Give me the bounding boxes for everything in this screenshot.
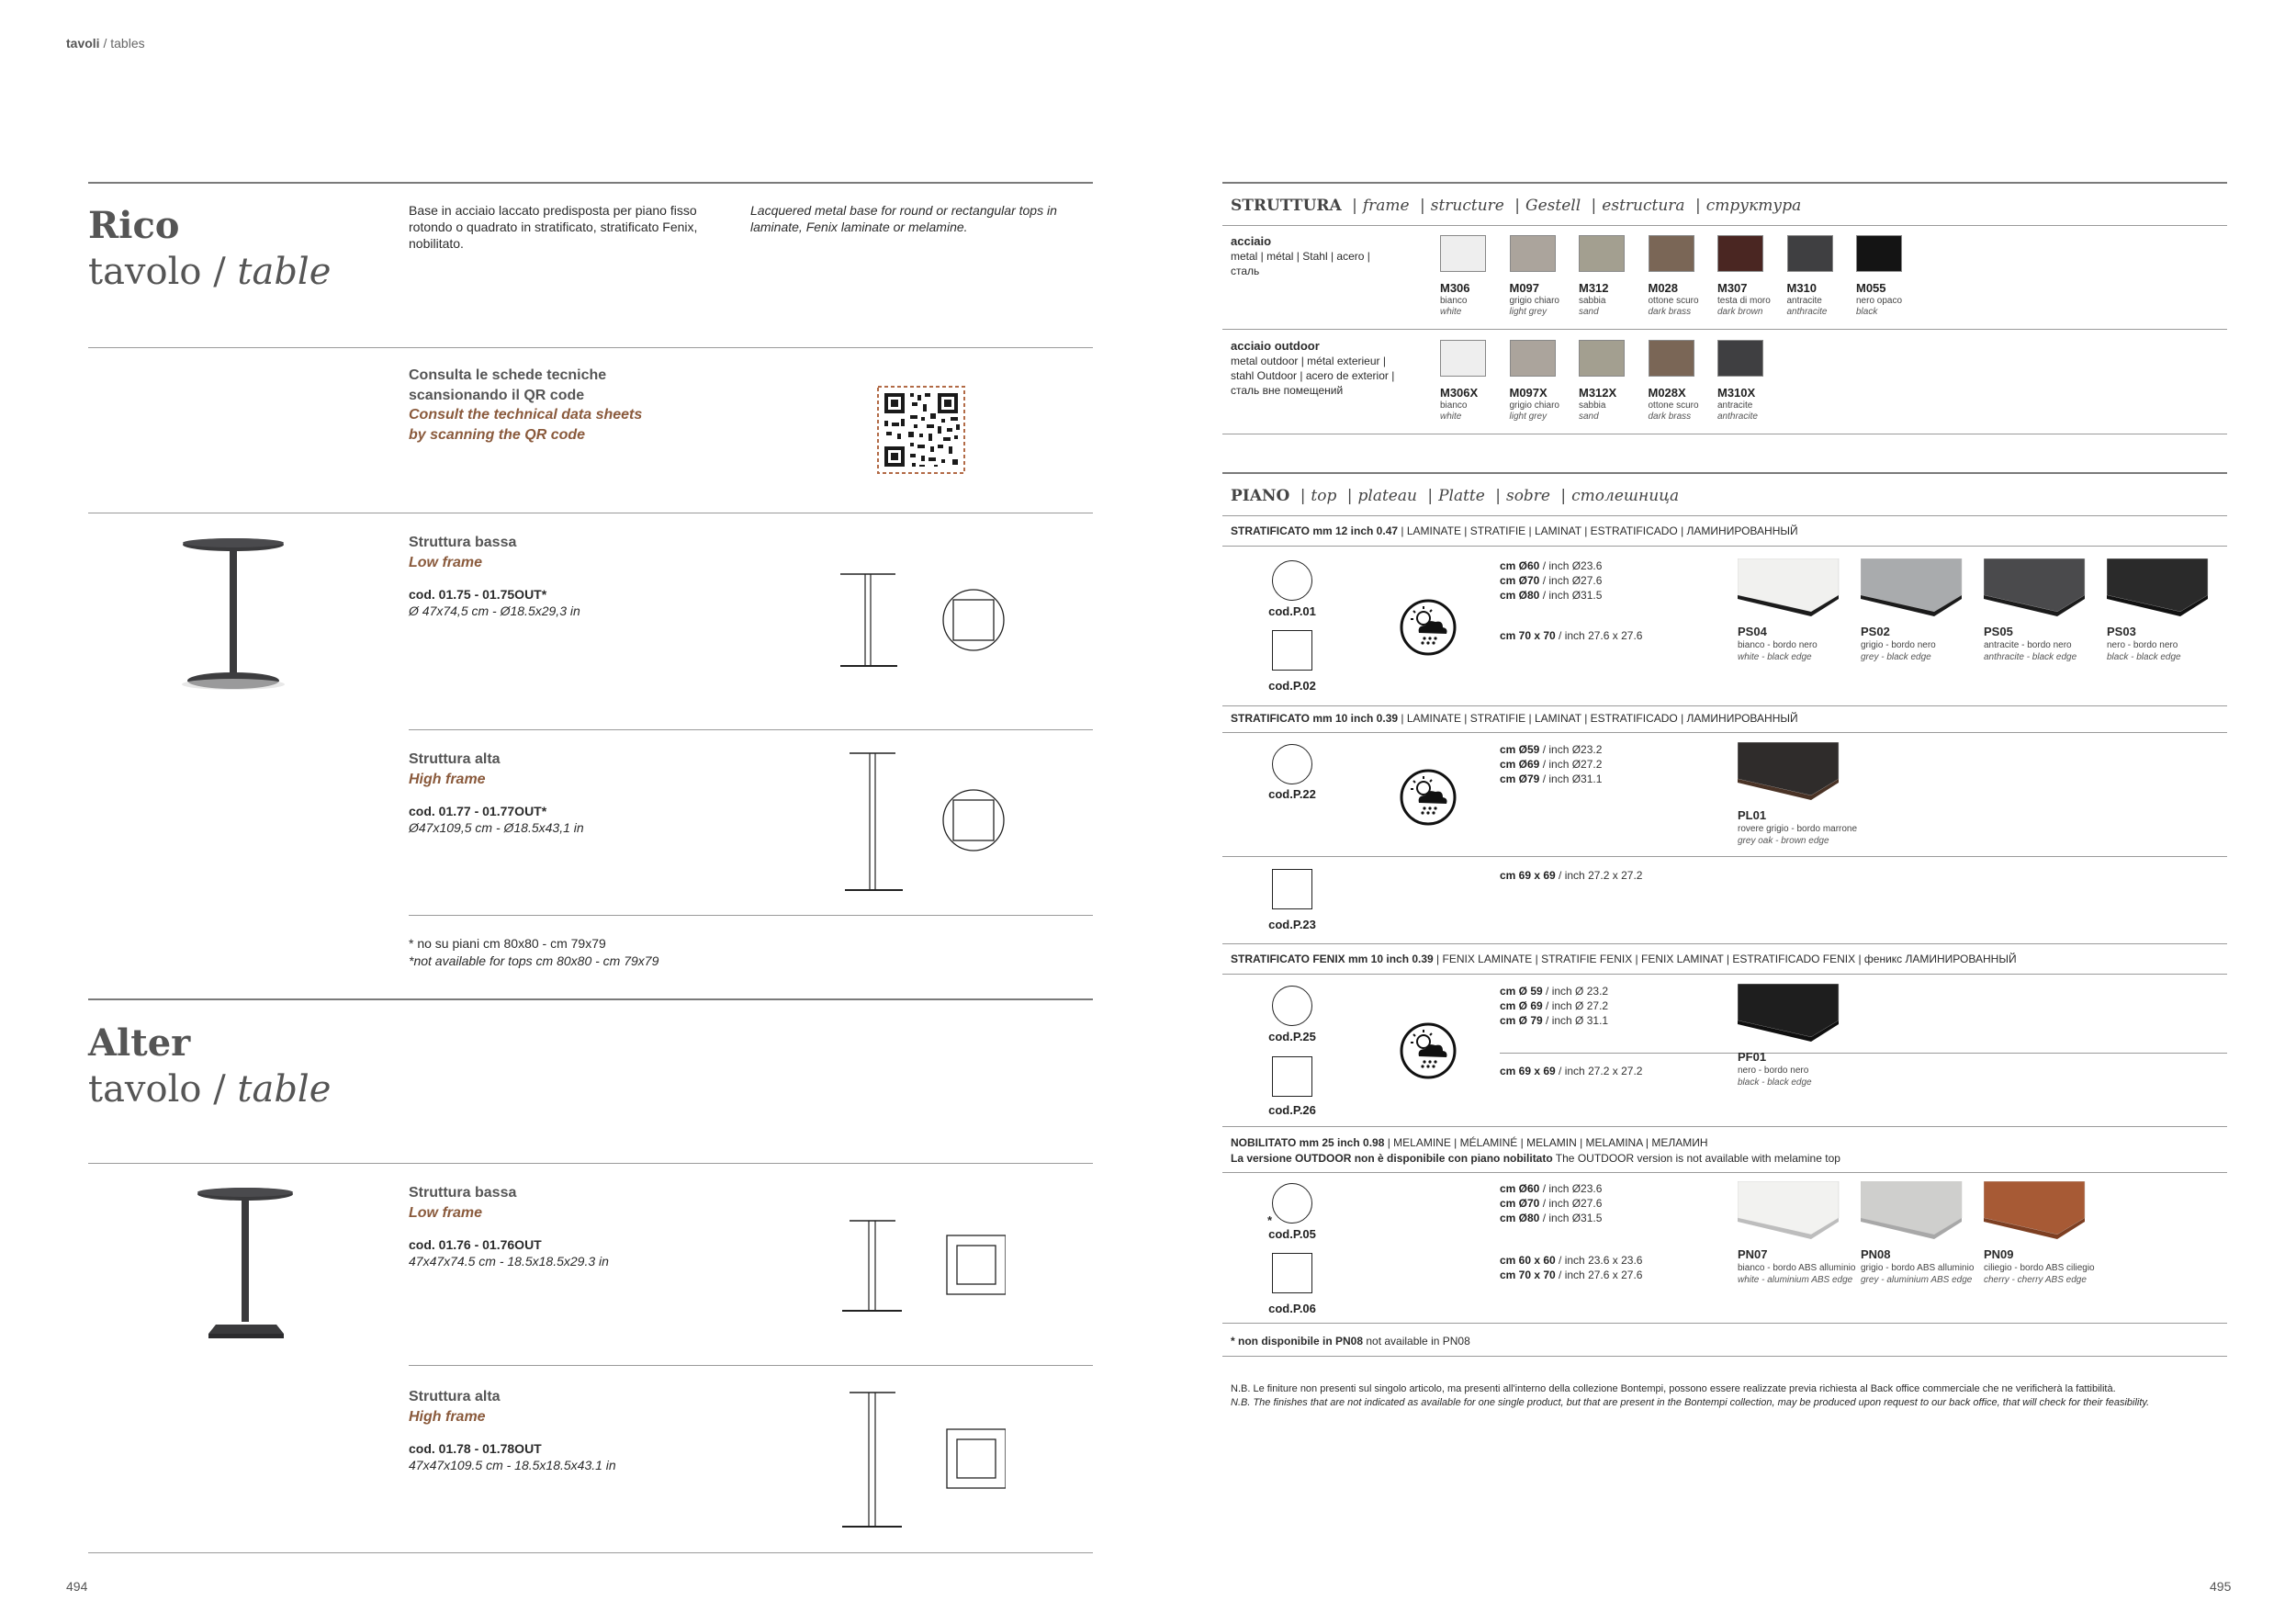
finish-sample-pn07[interactable] [1738, 1181, 1842, 1240]
swatch-code: M097X [1509, 386, 1548, 400]
swatch-label [1510, 281, 1576, 318]
nb-note-en: N.B. The finishes that are not indicated as available for one single product, but that are present in the Bontempi collection, may be produced upon request to our back office, that will check for their feasibility. [1231, 1397, 2150, 1408]
outdoor-warning: La versione OUTDOOR non è disponibile con piano nobilitato The OUTDOOR version is not available with melamine top [1231, 1152, 1840, 1165]
divider [1222, 1323, 2227, 1324]
finish-name-en: black - black edge [2107, 652, 2181, 662]
qr-caption-it: Consulta le schede tecniche scansionando il QR code [409, 367, 607, 403]
finish-name-it: nero - bordo nero [2107, 640, 2178, 650]
swatch-code: M307 [1717, 281, 1748, 295]
finish-sample-ps04[interactable] [1738, 558, 1842, 617]
swatch-code: M055 [1856, 281, 1886, 295]
finish-label [1984, 1247, 2095, 1286]
color-swatch[interactable] [1649, 235, 1694, 272]
finish-code: PS04 [1738, 625, 1767, 638]
square-top-icon [1272, 1253, 1312, 1293]
swatch-name-it: ottone scuro [1648, 400, 1699, 411]
finish-name-en: grey oak - brown edge [1738, 836, 1829, 846]
finish-name-it: ciliegio - bordo ABS ciliegio [1984, 1263, 2095, 1273]
swatch-code: M306X [1440, 386, 1479, 400]
swatch-label [1856, 281, 1922, 318]
swatch-name-en: dark brass [1648, 412, 1692, 422]
finish-name-en: grey - aluminium ABS edge [1861, 1275, 1973, 1285]
swatch-name-it: nero opaco [1856, 296, 1903, 306]
swatch-label [1717, 281, 1784, 318]
alter-low-drawing [831, 1217, 1006, 1318]
swatch-label [1440, 386, 1506, 423]
color-swatch[interactable] [1856, 235, 1902, 272]
finish-name-en: white - aluminium ABS edge [1738, 1275, 1853, 1285]
swatch-name-en: sand [1579, 412, 1599, 422]
finish-name-en: black - black edge [1738, 1077, 1812, 1088]
swatch-name-en: light grey [1509, 412, 1548, 422]
product-photo-rico [174, 537, 294, 698]
product-photo-alter [188, 1187, 298, 1343]
color-swatch[interactable] [1440, 235, 1486, 272]
swatch-name-it: testa di moro [1717, 296, 1771, 306]
finish-label [2107, 625, 2181, 663]
swatch-name-it: ottone scuro [1648, 296, 1699, 306]
swatch-code: M310 [1786, 281, 1818, 295]
finish-label [1738, 1050, 1812, 1088]
square-top-icon [1272, 630, 1312, 671]
swatch-code: M312 [1579, 281, 1609, 295]
divider [88, 1163, 1093, 1164]
finish-sample-pf01[interactable] [1738, 984, 1842, 1043]
finish-sample-ps02[interactable] [1861, 558, 1965, 617]
finish-name-it: rovere grigio - bordo marrone [1738, 824, 1858, 834]
cod-label: cod.P.06 [1268, 1302, 1316, 1315]
page-number-right: 495 [2210, 1579, 2232, 1594]
finish-name-it: grigio - bordo nero [1861, 640, 1936, 650]
swatch-name-en: anthracite [1717, 412, 1758, 422]
product-subtitle-rico: tavolo / table [88, 251, 332, 293]
finish-name-en: cherry - cherry ABS edge [1984, 1275, 2087, 1285]
divider [1222, 546, 2227, 547]
divider [88, 1552, 1093, 1553]
divider [1222, 1356, 2227, 1357]
finish-name-it: nero - bordo nero [1738, 1066, 1809, 1076]
swatch-name-it: bianco [1440, 296, 1468, 306]
alter-high-info: Struttura alta High frame cod. 01.78 - 01.78OUT 47x47x109.5 cm - 18.5x18.5x43.1 in [409, 1389, 616, 1472]
square-top-icon [1272, 1056, 1312, 1097]
finish-label [1738, 1247, 1855, 1286]
swatch-label [1440, 281, 1506, 318]
swatch-code: M306 [1440, 281, 1470, 295]
divider [88, 347, 1093, 348]
swatch-name-it: antracite [1786, 296, 1822, 306]
swatch-name-it: antracite [1717, 400, 1753, 411]
round-top-icon [1272, 986, 1312, 1026]
swatch-code: M028 [1648, 281, 1679, 295]
s2-square-sizes: cm 69 x 69 / inch 27.2 x 27.2 [1500, 869, 1643, 882]
qr-caption-en: Consult the technical data sheets by scanning the QR code [409, 407, 643, 443]
divider [1222, 943, 2227, 944]
s3-round-sizes: cm Ø 59 / inch Ø 23.2 cm Ø 69 / inch Ø 27.2 cm Ø 79 / inch Ø 31.1 [1500, 985, 1609, 1027]
section-s3-title: STRATIFICATO FENIX mm 10 inch 0.39 | FENIX LAMINATE | STRATIFIE FENIX | FENIX LAMINAT | ESTRATIFICADO FENIX | феникс ЛАМИНИРОВАННЫЙ [1231, 953, 2017, 965]
finish-code: PN07 [1738, 1247, 1768, 1261]
finish-name-it: antracite - bordo nero [1984, 640, 2072, 650]
finish-name-it: bianco - bordo ABS alluminio [1738, 1263, 1856, 1273]
divider [1222, 225, 2227, 226]
round-top-icon [1272, 1183, 1312, 1224]
swatch-code: M097 [1509, 281, 1540, 295]
section-s4-title: NOBILITATO mm 25 inch 0.98 | MELAMINE | MÉLAMINÉ | MELAMIN | MELAMINA | МЕЛАМИН [1231, 1136, 1708, 1149]
divider [1222, 472, 2227, 474]
finish-code: PF01 [1738, 1050, 1767, 1064]
acciaio-label: acciaio metal | métal | Stahl | acero | сталь [1231, 234, 1370, 277]
finish-code: PN08 [1861, 1247, 1891, 1261]
swatch-label [1579, 386, 1645, 423]
rico-note-en: *not available for tops cm 80x80 - cm 79x79 [409, 953, 659, 968]
asterisk-mark: * [1267, 1213, 1273, 1227]
divider [409, 729, 1093, 730]
cod-label: cod.P.25 [1268, 1030, 1316, 1043]
swatch-code: M028X [1648, 386, 1686, 400]
finish-name-en: white - black edge [1738, 652, 1812, 662]
color-swatch[interactable] [1579, 235, 1625, 272]
divider [88, 182, 1093, 184]
breadcrumb: tavoli / tables [66, 36, 145, 51]
finish-name-it: grigio - bordo ABS alluminio [1861, 1263, 1975, 1273]
swatch-name-it: sabbia [1579, 296, 1606, 306]
swatch-label [1787, 281, 1853, 318]
finish-name-it: bianco - bordo nero [1738, 640, 1818, 650]
finish-code: PS03 [2107, 625, 2136, 638]
swatch-name-en: white [1440, 307, 1462, 317]
finish-sample-pn09[interactable] [1984, 1181, 2088, 1240]
divider [1222, 705, 2227, 706]
divider [1222, 856, 2227, 857]
s4-square-sizes: cm 60 x 60 / inch 23.6 x 23.6 cm 70 x 70 / inch 27.6 x 27.6 [1500, 1254, 1643, 1281]
s3-square-sizes: cm 69 x 69 / inch 27.2 x 27.2 [1500, 1065, 1643, 1077]
divider [88, 998, 1093, 1000]
alter-low-info: Struttura bassa Low frame cod. 01.76 - 01.76OUT 47x47x74.5 cm - 18.5x18.5x29.3 in [409, 1185, 609, 1269]
cod-label: cod.P.22 [1268, 787, 1316, 801]
rico-high-drawing [831, 749, 1006, 896]
swatch-name-en: light grey [1509, 307, 1548, 317]
finish-sample-ps05[interactable] [1984, 558, 2088, 617]
finish-code: PN09 [1984, 1247, 2014, 1261]
finish-sample-pl01[interactable] [1738, 742, 1842, 801]
swatch-label [1579, 281, 1645, 318]
page-number-left: 494 [66, 1579, 88, 1594]
cod-label: cod.P.02 [1268, 679, 1316, 693]
rico-low-drawing [831, 570, 1006, 671]
swatch-name-en: black [1856, 307, 1878, 317]
color-swatch[interactable] [1787, 235, 1833, 272]
product-title-rico: Rico [88, 204, 180, 247]
swatch-name-it: bianco [1440, 400, 1468, 411]
swatch-label [1510, 386, 1576, 423]
s2-round-sizes: cm Ø59 / inch Ø23.2 cm Ø69 / inch Ø27.2 cm Ø79 / inch Ø31.1 [1500, 743, 1603, 785]
square-top-icon [1272, 869, 1312, 909]
swatch-name-en: anthracite [1786, 307, 1828, 317]
struttura-heading: STRUTTURA | frame | structure | Gestell | estructura | структура [1231, 197, 1802, 215]
divider [1222, 1172, 2227, 1173]
swatch-name-en: sand [1579, 307, 1599, 317]
swatch-code: M312X [1579, 386, 1617, 400]
cod-label: cod.P.05 [1268, 1227, 1316, 1241]
divider [1222, 182, 2227, 184]
rico-note-it: * no su piani cm 80x80 - cm 79x79 [409, 936, 606, 951]
divider [409, 915, 1093, 916]
nb-note-it: N.B. Le finiture non presenti sul singolo articolo, ma presenti all'interno della collezione Bontempi, possono essere realizzate previa richiesta al Back office commerciale che ne verificherà la fattibilità. [1231, 1383, 2116, 1394]
swatch-name-it: grigio chiaro [1509, 400, 1559, 411]
finish-sample-ps03[interactable] [2107, 558, 2212, 617]
swatch-name-en: dark brass [1648, 307, 1692, 317]
piano-heading: PIANO | top | plateau | Platte | sobre | столешница [1231, 487, 1680, 505]
finish-name-en: grey - black edge [1861, 652, 1931, 662]
breadcrumb-section-en: tables [110, 36, 145, 51]
s4-round-sizes: cm Ø60 / inch Ø23.6 cm Ø70 / inch Ø27.6 cm Ø80 / inch Ø31.5 [1500, 1182, 1603, 1224]
finish-name-en: anthracite - black edge [1984, 652, 2077, 662]
divider [1222, 732, 2227, 733]
swatch-name-en: dark brown [1717, 307, 1763, 317]
color-swatch[interactable] [1579, 340, 1625, 377]
divider [1500, 1053, 2227, 1054]
description-it: Base in acciaio laccato predisposta per piano fisso rotondo o quadrato in stratificato, stratificato Fenix, nobilitato. [409, 203, 698, 251]
breadcrumb-section: tavoli [66, 36, 100, 51]
pn08-note: * non disponibile in PN08 not available in PN08 [1231, 1335, 1470, 1348]
divider [1222, 1126, 2227, 1127]
swatch-label [1649, 386, 1715, 423]
product-title-alter: Alter [88, 1021, 191, 1065]
outdoor-weather-icon [1399, 598, 1458, 657]
color-swatch[interactable] [1649, 340, 1694, 377]
finish-code: PS02 [1861, 625, 1890, 638]
round-top-icon [1272, 744, 1312, 784]
color-swatch[interactable] [1510, 340, 1556, 377]
finish-code: PS05 [1984, 625, 2013, 638]
alter-high-drawing [831, 1389, 1006, 1531]
swatch-name-en: white [1440, 412, 1462, 422]
round-top-icon [1272, 560, 1312, 601]
swatch-name-it: grigio chiaro [1509, 296, 1559, 306]
color-swatch[interactable] [1717, 235, 1763, 272]
rico-high-info: Struttura alta High frame cod. 01.77 - 01.77OUT* Ø47x109,5 cm - Ø18.5x43,1 in [409, 751, 584, 835]
finish-label [1861, 1247, 1974, 1286]
rico-low-info: Struttura bassa Low frame cod. 01.75 - 01.75OUT* Ø 47x74,5 cm - Ø18.5x29,3 in [409, 535, 580, 618]
qr-code-icon[interactable] [877, 386, 965, 474]
divider [1222, 329, 2227, 330]
finish-label [1738, 808, 1857, 847]
divider [1222, 515, 2227, 516]
swatch-code: M310X [1717, 386, 1756, 400]
outdoor-label: acciaio outdoor metal outdoor | métal exterieur | stahl Outdoor | acero de exterior | сталь вне помещений [1231, 339, 1395, 397]
cod-label: cod.P.23 [1268, 918, 1316, 931]
product-subtitle-alter: tavolo / table [88, 1068, 332, 1111]
color-swatch[interactable] [1510, 235, 1556, 272]
finish-label [1738, 625, 1818, 663]
divider [1222, 974, 2227, 975]
outdoor-weather-icon [1399, 1021, 1458, 1080]
finish-sample-pn08[interactable] [1861, 1181, 1965, 1240]
swatch-name-it: sabbia [1579, 400, 1606, 411]
cod-label: cod.P.01 [1268, 604, 1316, 618]
finish-label [1861, 625, 1936, 663]
s1-round-sizes: cm Ø60 / inch Ø23.6 cm Ø70 / inch Ø27.6 cm Ø80 / inch Ø31.5 [1500, 559, 1603, 602]
cod-label: cod.P.26 [1268, 1103, 1316, 1117]
divider [409, 1365, 1093, 1366]
swatch-label [1649, 281, 1715, 318]
s1-square-sizes: cm 70 x 70 / inch 27.6 x 27.6 [1500, 629, 1643, 642]
finish-label [1984, 625, 2077, 663]
outdoor-weather-icon [1399, 768, 1458, 827]
description-en: Lacquered metal base for round or rectangular tops in laminate, Fenix laminate or melamine. [750, 203, 1057, 234]
section-s1-title: STRATIFICATO mm 12 inch 0.47 | LAMINATE | STRATIFIE | LAMINAT | ESTRATIFICADO | ЛАМИНИРОВАННЫЙ [1231, 524, 1798, 537]
swatch-label [1717, 386, 1784, 423]
section-s2-title: STRATIFICATO mm 10 inch 0.39 | LAMINATE | STRATIFIE | LAMINAT | ESTRATIFICADO | ЛАМИНИРОВАННЫЙ [1231, 712, 1798, 725]
color-swatch[interactable] [1440, 340, 1486, 377]
color-swatch[interactable] [1717, 340, 1763, 377]
finish-code: PL01 [1738, 808, 1767, 822]
